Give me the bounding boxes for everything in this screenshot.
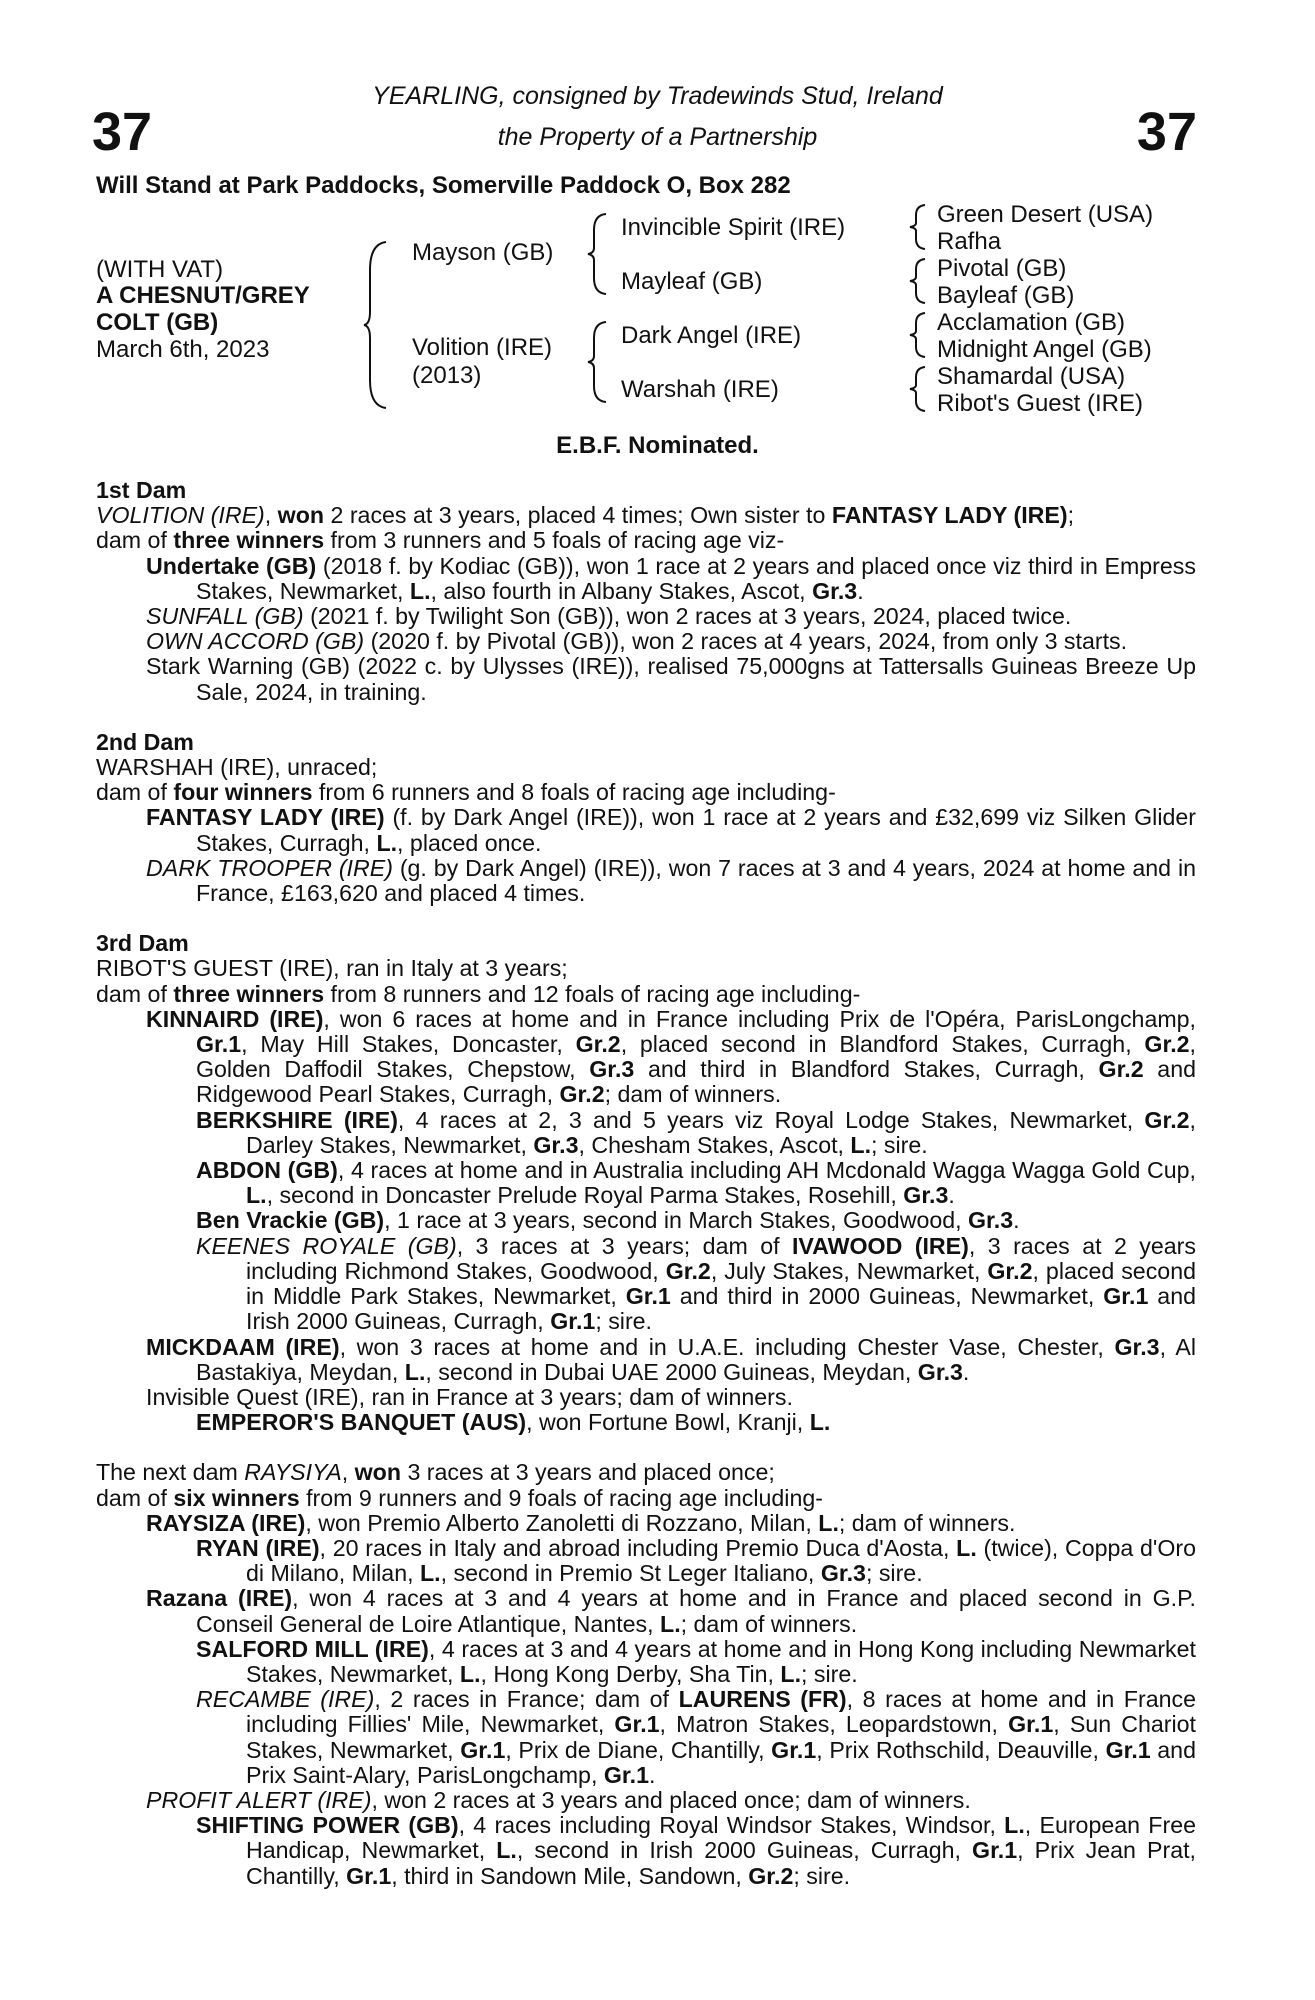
catalogue-body (96, 478, 1196, 1889)
produce-sunfall: SUNFALL (GB) (2021 f. by Twilight Son (GB)), won 2 races at 3 years, 2024, placed twice. (146, 603, 1072, 630)
produce-shifting-power: SHIFTING POWER (GB), 4 races including Royal Windsor Stakes, Windsor, L., European Free Handicap, Newmarket, L., second in Irish 2000 Guineas, Curragh, Gr.1, Prix Jean Prat, Chantilly, Gr.1, third in Sandown Mile, Sandown, Gr.2; sire. (196, 1812, 1196, 1889)
dam: Volition (IRE) (412, 334, 553, 361)
ancestor-6: Midnight Angel (GB) (937, 336, 1152, 363)
second-dam-heading: 2nd Dam (96, 728, 194, 755)
brace-dam (586, 320, 610, 404)
consignor-line: YEARLING, consigned by Tradewinds Stud, Ireland (372, 82, 943, 110)
brace-g56 (907, 311, 929, 359)
horse-name-line1: A CHESNUT/GREY (96, 282, 310, 309)
produce-undertake: Undertake (GB) (2018 f. by Kodiac (GB)), won 1 race at 2 years and placed once viz third in Empress Stakes, Newmarket, L., also fourth in Albany Stakes, Ascot, Gr.3. (146, 552, 1196, 604)
produce-stark-warning: Stark Warning (GB) (2022 c. by Ulysses (IRE)), realised 75,000gns at Tattersalls Guineas Breeze Up Sale, 2024, in training. (146, 653, 1196, 705)
sire: Mayson (GB) (412, 239, 554, 266)
lot-number-left: 37 (92, 102, 153, 162)
produce-dark-trooper: DARK TROOPER (IRE) (g. by Dark Angel) (IRE)), won 7 races at 3 and 4 years, 2024 at home and in France, £163,620 and placed 4 times. (146, 854, 1196, 907)
ancestor-3: Pivotal (GB) (937, 255, 1067, 282)
ancestor-1: Green Desert (USA) (937, 201, 1154, 228)
produce-fantasy-lady: FANTASY LADY (IRE) (f. by Dark Angel (IRE)), won 1 race at 2 years and £32,699 viz Silken Glider Stakes, Curragh, L., placed once. (146, 804, 1196, 856)
produce-raysiza: RAYSIZA (IRE), won Premio Alberto Zanoletti di Rozzano, Milan, L.; dam of winners. (146, 1509, 1016, 1536)
brace-g12 (907, 203, 929, 251)
produce-own-accord: OWN ACCORD (GB) (2020 f. by Pivotal (GB)), won 2 races at 4 years, 2024, from only 3 starts. (146, 628, 1128, 655)
brace-sire (586, 212, 610, 296)
lot-number-right: 37 (1136, 102, 1197, 162)
ancestor-5: Acclamation (GB) (937, 309, 1126, 336)
ancestor-2: Rafha (937, 228, 1002, 255)
produce-recambe: RECAMBE (IRE), 2 races in France; dam of LAURENS (FR), 8 races at home and in France including Fillies' Mile, Newmarket, Gr.1, Matron Stakes, Leopardstown, Gr.1, Sun Chariot Stakes, Newmarket, Gr.1, Prix de Diane, Chantilly, Gr.1, Prix Rothschild, Deauville, Gr.1 and Prix Saint-Alary, ParisLongchamp, Gr.1. (196, 1686, 1196, 1788)
stand-location: Will Stand at Park Paddocks, Somerville Paddock O, Box 282 (96, 172, 791, 199)
first-dam-produce-line: dam of three winners from 3 runners and 5 foals of racing age viz- (96, 527, 785, 554)
produce-kinnaird: KINNAIRD (IRE), won 6 races at home and in France including Prix de l'Opéra, ParisLongchamp, Gr.1, May Hill Stakes, Doncaster, Gr.2, placed second in Blandford Stakes, Curragh, Gr.2, Golden Daffodil Stakes, Chepstow, Gr.3 and third in Blandford Stakes, Curragh, Gr.2 and Ridgewood Pearl Stakes, Curragh, Gr.2; dam of winners. (146, 1005, 1196, 1108)
ancestor-4: Bayleaf (GB) (937, 282, 1075, 309)
produce-keenes-royale: KEENES ROYALE (GB), 3 races at 3 years; dam of IVAWOOD (IRE), 3 races at 2 years including Richmond Stakes, Goodwood, Gr.2, July Stakes, Newmarket, Gr.2, placed second in Middle Park Stakes, Newmarket, Gr.1 and third in 2000 Guineas, Newmarket, Gr.1 and Irish 2000 Guineas, Curragh, Gr.1; sire. (196, 1232, 1196, 1335)
brace-g78 (907, 365, 929, 413)
produce-emperors-banquet: EMPEROR'S BANQUET (AUS), won Fortune Bowl, Kranji, L. (196, 1409, 831, 1436)
horse-name-line2: COLT (GB) (96, 309, 219, 336)
third-dam-heading: 3rd Dam (96, 930, 189, 957)
produce-berkshire: BERKSHIRE (IRE), 4 races at 2, 3 and 5 years viz Royal Lodge Stakes, Newmarket, Gr.2, Darley Stakes, Newmarket, Gr.3, Chesham Stakes, Ascot, L.; sire. (196, 1106, 1196, 1158)
third-dam-produce-line: dam of three winners from 8 runners and 12 foals of racing age including- (96, 980, 861, 1007)
produce-salford-mill: SALFORD MILL (IRE), 4 races at 3 and 4 years at home and in Hong Kong including Newmarket Stakes, Newmarket, L., Hong Kong Derby, Sha Tin, L.; sire. (196, 1635, 1196, 1687)
ancestor-7: Shamardal (USA) (937, 363, 1126, 390)
produce-profit-alert: PROFIT ALERT (IRE), won 2 races at 3 years and placed once; dam of winners. (146, 1786, 971, 1813)
ebf-note: E.B.F. Nominated. (556, 432, 759, 459)
dam-dam: Warshah (IRE) (621, 376, 779, 403)
foaling-date: March 6th, 2023 (96, 336, 270, 363)
fourth-dam-produce-line: dam of six winners from 9 runners and 9 foals of racing age including- (96, 1484, 823, 1511)
brace-g34 (907, 257, 929, 305)
dam-year: (2013) (412, 362, 482, 389)
brace-horse (362, 240, 392, 410)
second-dam-produce-line: dam of four winners from 6 runners and 8 foals of racing age including- (96, 779, 836, 806)
property-line: the Property of a Partnership (497, 123, 818, 151)
fourth-dam-line: The next dam RAYSIYA, won 3 races at 3 years and placed once; (96, 1459, 775, 1486)
sire-dam: Mayleaf (GB) (621, 268, 763, 295)
produce-ryan: RYAN (IRE), 20 races in Italy and abroad including Premio Duca d'Aosta, L. (twice), Coppa d'Oro di Milano, Milan, L., second in Premio St Leger Italiano, Gr.3; sire. (196, 1534, 1196, 1587)
first-dam-line: VOLITION (IRE), won 2 races at 3 years, placed 4 times; Own sister to FANTASY LADY (IRE); (96, 502, 1075, 529)
produce-abdon: ABDON (GB), 4 races at home and in Australia including AH Mcdonald Wagga Wagga Gold Cup, L., second in Doncaster Prelude Royal Parma Stakes, Rosehill, Gr.3. (196, 1157, 1196, 1209)
vat-note: (WITH VAT) (96, 256, 224, 283)
dam-sire: Dark Angel (IRE) (621, 322, 802, 349)
third-dam-line: RIBOT'S GUEST (IRE), ran in Italy at 3 years; (96, 955, 568, 982)
second-dam-line: WARSHAH (IRE), unraced; (96, 754, 378, 781)
sire-sire: Invincible Spirit (IRE) (621, 214, 846, 241)
first-dam-heading: 1st Dam (96, 477, 187, 503)
produce-razana: Razana (IRE), won 4 races at 3 and 4 years at home and in France and placed second in G.P. Conseil General de Loire Atlantique, Nantes, L.; dam of winners. (146, 1585, 1196, 1637)
produce-invisible-quest: Invisible Quest (IRE), ran in France at 3 years; dam of winners. (146, 1383, 793, 1410)
produce-ben-vrackie: Ben Vrackie (GB), 1 race at 3 years, second in March Stakes, Goodwood, Gr.3. (196, 1207, 1020, 1234)
produce-mickdaam: MICKDAAM (IRE), won 3 races at home and in U.A.E. including Chester Vase, Chester, Gr.3, Al Bastakiya, Meydan, L., second in Dubai UAE 2000 Guineas, Meydan, Gr.3. (146, 1333, 1197, 1385)
ancestor-8: Ribot's Guest (IRE) (937, 390, 1143, 417)
